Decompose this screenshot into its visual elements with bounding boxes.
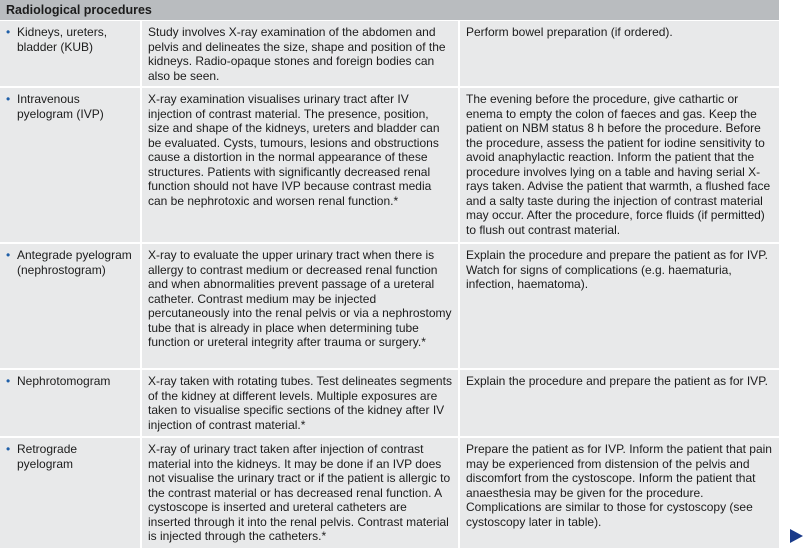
procedure-name: Nephrotomogram [17, 374, 111, 388]
procedure-cell [0, 438, 140, 548]
description-cell: X-ray to evaluate the upper urinary tract when there is allergy to contrast medium or decreased renal function and when abnormalities prevent passage of a ureteral catheter. Contrast medium may be injected percutaneously into the renal pelvis or via a nephrostomy tube that is already in place when determining tube function or ureteral integrity after trauma or surgery.* [140, 244, 458, 368]
continue-arrow-icon[interactable] [790, 529, 803, 543]
table-row [0, 438, 779, 550]
bullet-icon: • [6, 92, 11, 106]
table-header: Radiological procedures [0, 0, 779, 21]
bullet-icon: • [6, 374, 11, 388]
table-row [0, 370, 779, 438]
bullet-icon: • [6, 248, 11, 262]
procedure-cell [0, 88, 140, 242]
description-cell: X-ray examination visualises urinary tract after IV injection of contrast material. The presence, position, size and shape of the kidneys, ureters and bladder can be evaluated. Cysts, tumours, lesions and obstructions cause a distortion in the normal appearance of these structures. Patients with significantly decreased renal function should not have IVP because contrast media can be nephrotoxic and worsen renal function.* [140, 88, 458, 242]
procedure-name: Retrograde pyelogram [17, 442, 78, 471]
nursing-cell: Explain the procedure and prepare the patient as for IVP. [458, 370, 779, 436]
procedure-cell [0, 21, 140, 86]
description-cell: X-ray of urinary tract taken after injection of contrast material into the kidneys. It may be done if an IVP does not visualise the urinary tract or if the patient is allergic to the contrast material or has decreased renal function. A cystoscope is inserted and ureteral catheters are inserted through it into the renal pelvis. Contrast material is injected through the catheters.* [140, 438, 458, 548]
procedure-name: Antegrade pyelogram (nephrostogram) [17, 248, 132, 277]
bullet-icon: • [6, 442, 11, 456]
nursing-cell: Perform bowel preparation (if ordered). [458, 21, 779, 86]
description-cell: X-ray taken with rotating tubes. Test delineates segments of the kidney at different levels. Multiple exposures are taken to visualise specific sections of the kidney after IV injection of contrast material.* [140, 370, 458, 436]
bullet-icon: • [6, 25, 11, 39]
table-row [0, 88, 779, 244]
nursing-cell: Explain the procedure and prepare the patient as for IVP. Watch for signs of complications (e.g. haematuria, infection, haematoma). [458, 244, 779, 368]
table-row [0, 21, 779, 88]
procedure-cell [0, 370, 140, 436]
nursing-cell: Prepare the patient as for IVP. Inform the patient that pain may be experienced from distension of the pelvis and discomfort from the cystoscope. Inform the patient that anaesthesia may be given for the procedure. Complications are similar to those for cystoscopy (see cystoscopy later in table). [458, 438, 779, 548]
description-cell: Study involves X-ray examination of the abdomen and pelvis and delineates the size, shape and position of the kidneys. Radio-opaque stones and foreign bodies can also be seen. [140, 21, 458, 86]
procedure-cell [0, 244, 140, 368]
nursing-cell: The evening before the procedure, give cathartic or enema to empty the colon of faeces and gas. Keep the patient on NBM status 8 h before the procedure. Before the procedure, assess the patient for iodine sensitivity to avoid anaphylactic reaction. Inform the patient that the procedure involves lying on a table and having serial X-rays taken. Advise the patient that warmth, a flushed face and a salty taste during the injection of contrast material may occur. After the procedure, force fluids (if permitted) to flush out contrast material. [458, 88, 779, 242]
procedure-name: Kidneys, ureters, bladder (KUB) [17, 25, 108, 54]
table-row [0, 244, 779, 370]
procedure-name: Intravenous pyelogram (IVP) [17, 92, 104, 121]
